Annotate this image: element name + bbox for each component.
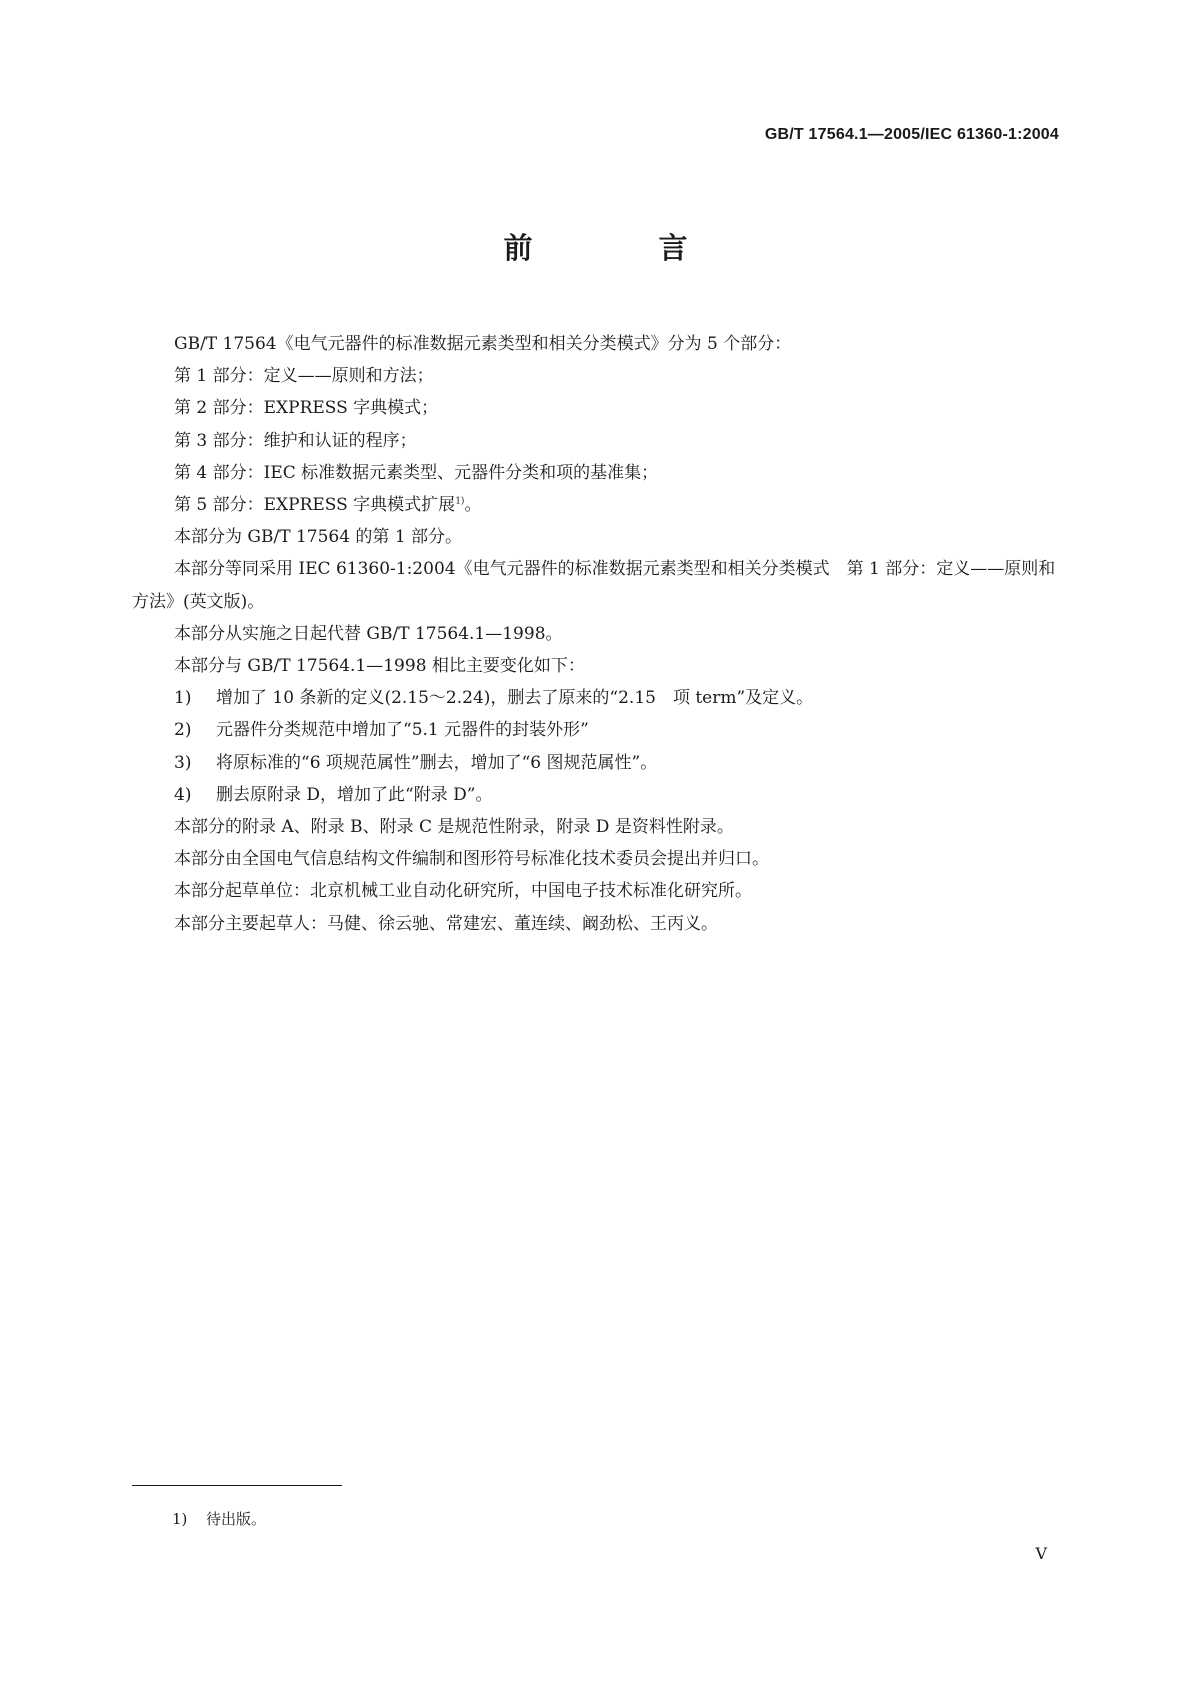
statement-paragraph: 本部分为 GB/T 17564 的第 1 部分。	[174, 527, 463, 548]
part-item	[132, 489, 1062, 521]
header-standard-code: GB/T 17564.1—2005/IEC 61360-1:2004	[764, 126, 1059, 143]
change-item	[132, 714, 1062, 746]
page-title: 前 言	[503, 231, 746, 265]
footnote	[172, 1508, 266, 1529]
statement-paragraph: 本部分等同采用 IEC 61360-1:2004《电气元器件的标准数据元素类型和相关分类模式 第 1 部分：定义——原则和方法》(英文版)。	[132, 559, 1056, 612]
change-text: 增加了 10 条新的定义(2.15～2.24)，删去了原来的“2.15 项 term”及定义。	[216, 688, 814, 709]
part5-end: 。	[464, 495, 482, 516]
part-item: 第 2 部分：EXPRESS 字典模式；	[174, 398, 439, 419]
statement-paragraph: 本部分从实施之日起代替 GB/T 17564.1—1998。	[174, 623, 563, 644]
change-text: 元器件分类规范中增加了“5.1 元器件的封装外形”	[216, 720, 589, 741]
change-item	[132, 779, 1062, 811]
footnote-reference[interactable]: 1)	[455, 496, 465, 507]
part-item: 第 1 部分：定义——原则和方法；	[174, 366, 434, 387]
change-text: 将原标准的“6 项规范属性”删去，增加了“6 图规范属性”。	[216, 752, 658, 773]
page-number: V	[1035, 1544, 1047, 1563]
part-item: 第 4 部分：IEC 标准数据元素类型、元器件分类和项的基准集；	[174, 462, 659, 483]
change-text: 删去原附录 D，增加了此“附录 D”。	[216, 784, 493, 805]
intro-paragraph: GB/T 17564《电气元器件的标准数据元素类型和相关分类模式》分为 5 个部分：	[174, 334, 792, 354]
statement-paragraph: 本部分由全国电气信息结构文件编制和图形符号标准化技术委员会提出并归口。	[174, 849, 769, 870]
part-item: 第 3 部分：维护和认证的程序；	[174, 430, 417, 451]
footnote-number: 1)	[172, 1510, 188, 1528]
change-number: 3)	[174, 752, 192, 773]
change-number: 1)	[174, 688, 192, 709]
foreword-body	[132, 328, 1062, 940]
statement-paragraph: 本部分与 GB/T 17564.1—1998 相比主要变化如下：	[174, 656, 585, 677]
change-item	[132, 682, 1062, 714]
change-item	[132, 747, 1062, 779]
statement-paragraph: 本部分的附录 A、附录 B、附录 C 是规范性附录，附录 D 是资料性附录。	[174, 817, 734, 838]
change-number: 4)	[174, 784, 192, 805]
footnote-divider	[132, 1485, 342, 1486]
statement-paragraph: 本部分主要起草人：马健、徐云驰、常建宏、董连续、阚劲松、王丙义。	[174, 913, 718, 934]
statement-paragraph: 本部分起草单位：北京机械工业自动化研究所，中国电子技术标准化研究所。	[174, 881, 752, 902]
part5-text: 第 5 部分：EXPRESS 字典模式扩展	[174, 495, 456, 516]
change-number: 2)	[174, 720, 192, 741]
footnote-text: 待出版。	[206, 1510, 267, 1528]
